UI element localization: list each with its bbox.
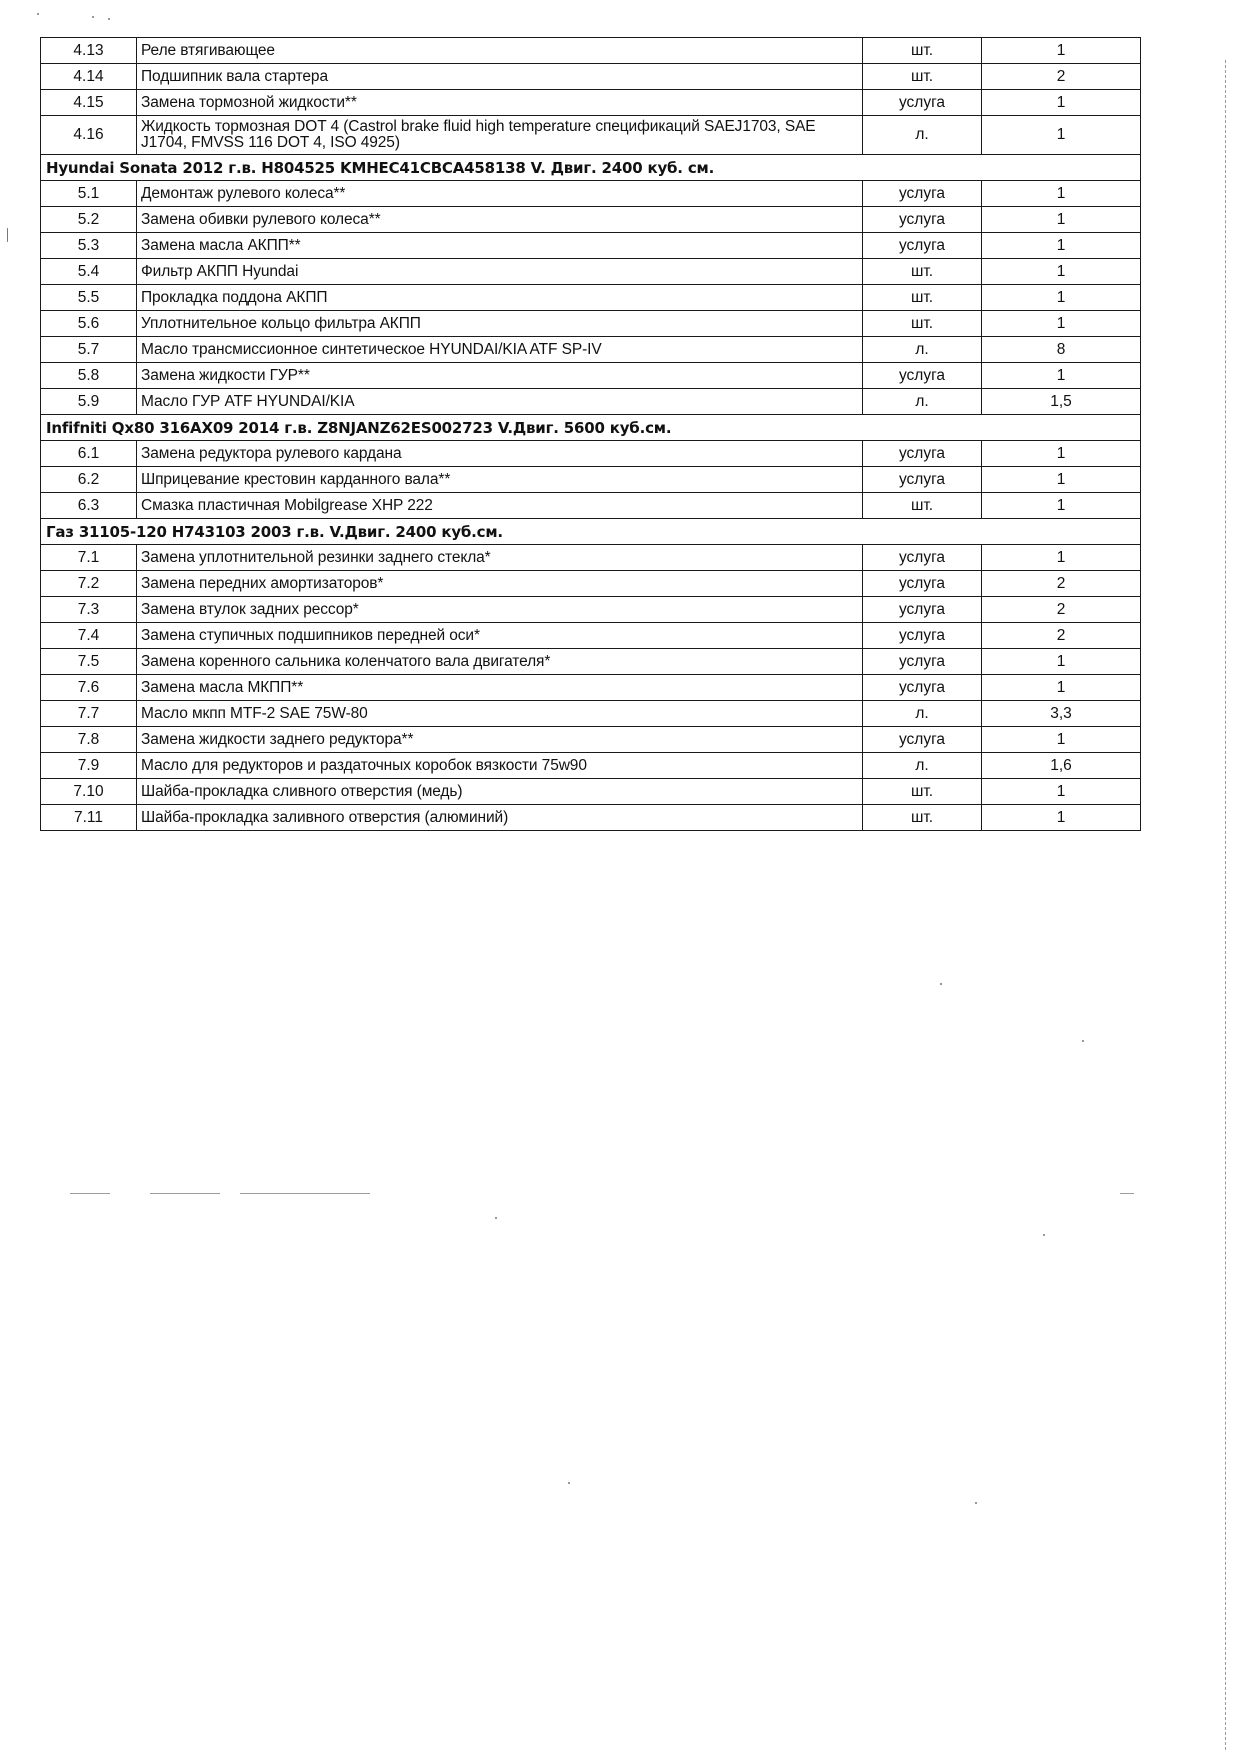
item-name: Шайба-прокладка заливного отверстия (алюминий) (137, 805, 863, 831)
row-number: 5.8 (41, 363, 137, 389)
scan-mark (150, 1193, 220, 1194)
item-name: Замена обивки рулевого колеса** (137, 207, 863, 233)
item-name: Шайба-прокладка сливного отверстия (медь) (137, 779, 863, 805)
scan-mark (240, 1193, 370, 1194)
row-number: 5.5 (41, 285, 137, 311)
item-unit: шт. (863, 311, 982, 337)
table-row (41, 675, 1141, 701)
row-number: 7.8 (41, 727, 137, 753)
row-number: 4.14 (41, 64, 137, 90)
item-name: Замена уплотнительной резинки заднего стекла* (137, 545, 863, 571)
item-quantity: 1 (982, 233, 1141, 259)
row-number: 7.9 (41, 753, 137, 779)
item-unit: услуга (863, 233, 982, 259)
table-row (41, 727, 1141, 753)
item-name: Замена ступичных подшипников передней оси* (137, 623, 863, 649)
table-row (41, 337, 1141, 363)
section-title: Infifniti Qx80 316AX09 2014 г.в. Z8NJANZ62ES002723 V.Двиг. 5600 куб.см. (41, 415, 1141, 441)
table-row (41, 623, 1141, 649)
item-quantity: 1 (982, 675, 1141, 701)
item-unit: л. (863, 337, 982, 363)
scan-speck (495, 1217, 497, 1219)
item-name: Замена редуктора рулевого кардана (137, 441, 863, 467)
item-name: Фильтр АКПП Hyundai (137, 259, 863, 285)
item-name: Масло ГУР ATF HYUNDAI/KIA (137, 389, 863, 415)
scan-speck (92, 16, 94, 18)
item-name: Шприцевание крестовин карданного вала** (137, 467, 863, 493)
item-quantity: 1,5 (982, 389, 1141, 415)
scan-speck (1043, 1234, 1045, 1236)
table-row (41, 285, 1141, 311)
item-quantity: 1,6 (982, 753, 1141, 779)
item-name: Реле втягивающее (137, 38, 863, 64)
item-quantity: 1 (982, 727, 1141, 753)
item-name: Жидкость тормозная DOT 4 (Castrol brake fluid high temperature спецификаций SAEJ1703, SAE J1704, FMVSS 116 DOT 4, ISO 4925) (137, 116, 863, 155)
item-name: Масло трансмиссионное синтетическое HYUNDAI/KIA ATF SP-IV (137, 337, 863, 363)
item-unit: шт. (863, 493, 982, 519)
table-row (41, 233, 1141, 259)
item-unit: услуга (863, 467, 982, 493)
item-quantity: 1 (982, 90, 1141, 116)
scan-speck (975, 1502, 977, 1504)
row-number: 6.3 (41, 493, 137, 519)
row-number: 7.3 (41, 597, 137, 623)
item-quantity: 1 (982, 649, 1141, 675)
item-unit: услуга (863, 649, 982, 675)
item-quantity: 1 (982, 467, 1141, 493)
row-number: 5.1 (41, 181, 137, 207)
item-name: Смазка пластичная Mobilgrease XHP 222 (137, 493, 863, 519)
row-number: 7.6 (41, 675, 137, 701)
item-unit: услуга (863, 90, 982, 116)
scan-speck (1082, 1040, 1084, 1042)
specification-table (40, 37, 1141, 831)
table-row (41, 363, 1141, 389)
scan-speck (568, 1482, 570, 1484)
item-unit: л. (863, 389, 982, 415)
item-quantity: 1 (982, 259, 1141, 285)
item-unit: услуга (863, 597, 982, 623)
item-unit: услуга (863, 675, 982, 701)
item-unit: услуга (863, 363, 982, 389)
table-row (41, 311, 1141, 337)
item-unit: л. (863, 701, 982, 727)
item-unit: услуга (863, 545, 982, 571)
scan-speck (108, 18, 110, 20)
row-number: 5.9 (41, 389, 137, 415)
item-unit: услуга (863, 727, 982, 753)
item-name: Замена масла АКПП** (137, 233, 863, 259)
item-unit: услуга (863, 181, 982, 207)
scan-speck (940, 983, 942, 985)
item-name: Замена жидкости ГУР** (137, 363, 863, 389)
item-quantity: 2 (982, 571, 1141, 597)
row-number: 7.4 (41, 623, 137, 649)
item-quantity: 1 (982, 363, 1141, 389)
row-number: 4.13 (41, 38, 137, 64)
item-unit: шт. (863, 259, 982, 285)
row-number: 5.3 (41, 233, 137, 259)
item-unit: шт. (863, 805, 982, 831)
item-quantity: 1 (982, 38, 1141, 64)
item-unit: услуга (863, 571, 982, 597)
item-quantity: 3,3 (982, 701, 1141, 727)
item-name: Демонтаж рулевого колеса** (137, 181, 863, 207)
table-body (41, 38, 1141, 831)
item-quantity: 2 (982, 64, 1141, 90)
item-quantity: 2 (982, 623, 1141, 649)
item-quantity: 1 (982, 441, 1141, 467)
row-number: 7.11 (41, 805, 137, 831)
section-title: Hyundai Sonata 2012 г.в. Н804525 KMHEC41CBCA458138 V. Двиг. 2400 куб. см. (41, 155, 1141, 181)
table-row (41, 571, 1141, 597)
section-header-row (41, 155, 1141, 181)
row-number: 5.2 (41, 207, 137, 233)
row-number: 6.1 (41, 441, 137, 467)
item-name: Масло для редукторов и раздаточных коробок вязкости 75w90 (137, 753, 863, 779)
item-name: Замена тормозной жидкости** (137, 90, 863, 116)
item-quantity: 1 (982, 181, 1141, 207)
item-quantity: 1 (982, 116, 1141, 155)
row-number: 7.2 (41, 571, 137, 597)
item-name: Масло мкпп MTF-2 SAE 75W-80 (137, 701, 863, 727)
table-row (41, 116, 1141, 155)
table-row (41, 649, 1141, 675)
section-title: Газ 31105-120 Н743103 2003 г.в. V.Двиг. 2400 куб.см. (41, 519, 1141, 545)
item-name: Замена жидкости заднего редуктора** (137, 727, 863, 753)
row-number: 7.7 (41, 701, 137, 727)
scan-speck (7, 228, 8, 242)
item-quantity: 1 (982, 545, 1141, 571)
table-row (41, 597, 1141, 623)
item-quantity: 1 (982, 779, 1141, 805)
item-name: Прокладка поддона АКПП (137, 285, 863, 311)
section-header-row (41, 415, 1141, 441)
table-row (41, 753, 1141, 779)
row-number: 5.6 (41, 311, 137, 337)
item-quantity: 1 (982, 285, 1141, 311)
item-quantity: 1 (982, 805, 1141, 831)
item-name: Замена масла МКПП** (137, 675, 863, 701)
item-quantity: 1 (982, 207, 1141, 233)
table-row (41, 493, 1141, 519)
item-unit: л. (863, 753, 982, 779)
table-row (41, 259, 1141, 285)
table-row (41, 441, 1141, 467)
item-unit: шт. (863, 285, 982, 311)
row-number: 6.2 (41, 467, 137, 493)
table-row (41, 467, 1141, 493)
item-name: Уплотнительное кольцо фильтра АКПП (137, 311, 863, 337)
item-unit: шт. (863, 64, 982, 90)
row-number: 7.10 (41, 779, 137, 805)
item-name: Замена коренного сальника коленчатого вала двигателя* (137, 649, 863, 675)
item-quantity: 2 (982, 597, 1141, 623)
item-name: Замена втулок задних рессор* (137, 597, 863, 623)
row-number: 7.5 (41, 649, 137, 675)
table-row (41, 207, 1141, 233)
table-row (41, 38, 1141, 64)
table-row (41, 545, 1141, 571)
section-header-row (41, 519, 1141, 545)
scan-mark (1120, 1193, 1134, 1194)
row-number: 4.15 (41, 90, 137, 116)
table-row (41, 389, 1141, 415)
row-number: 5.4 (41, 259, 137, 285)
table-row (41, 90, 1141, 116)
item-name: Подшипник вала стартера (137, 64, 863, 90)
row-number: 4.16 (41, 116, 137, 155)
table-row (41, 779, 1141, 805)
table-row (41, 181, 1141, 207)
item-quantity: 1 (982, 311, 1141, 337)
item-name: Замена передних амортизаторов* (137, 571, 863, 597)
item-unit: л. (863, 116, 982, 155)
table-row (41, 701, 1141, 727)
item-unit: услуга (863, 207, 982, 233)
scan-speck (37, 13, 39, 15)
row-number: 5.7 (41, 337, 137, 363)
row-number: 7.1 (41, 545, 137, 571)
item-unit: услуга (863, 441, 982, 467)
item-quantity: 1 (982, 493, 1141, 519)
scan-edge-line (1225, 60, 1226, 1750)
item-quantity: 8 (982, 337, 1141, 363)
item-unit: услуга (863, 623, 982, 649)
table-row (41, 805, 1141, 831)
scan-mark (70, 1193, 110, 1194)
table-row (41, 64, 1141, 90)
item-unit: шт. (863, 779, 982, 805)
item-unit: шт. (863, 38, 982, 64)
